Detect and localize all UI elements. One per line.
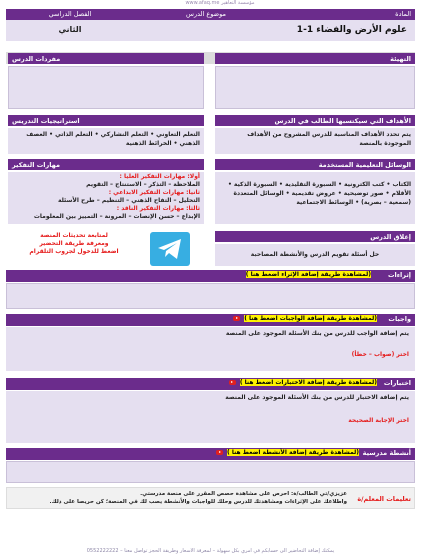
skills-l3-title: ثالثا: مهارات التفكير الناقد : bbox=[116, 205, 200, 212]
goals-text: يتم تحدد الأهداف المناسبة للدرس المشروح من الأهداف الموجودة بالمنصة bbox=[215, 128, 415, 154]
homework-text: يتم إضافة الواجب للدرس من بنك الأسئلة الموجود على المنصة bbox=[225, 330, 409, 337]
enrichment-label: إثراءات bbox=[387, 271, 411, 279]
subject-value: علوم الأرض والفضاء 1-1 bbox=[296, 25, 407, 35]
skills-l3-text: الإبداع – حسن الإنصات – المرونة – التمييز بين المعلومات bbox=[33, 213, 200, 220]
tests-label: اختبارات bbox=[383, 379, 411, 387]
skills-l1-title: أولا: مهارات التفكير العليا : bbox=[119, 173, 200, 180]
strategies-label: استراتيجيات التدريس bbox=[8, 115, 204, 126]
closing-text: حل أسئلة تقويم الدرس والأنشطة المصاحبة bbox=[215, 244, 415, 266]
notes-line-1: عزيزي/تي الطالب/ة: احرص على مشاهدة حصص المقرر على منصة مدرستي. bbox=[140, 491, 347, 497]
homework-content bbox=[6, 327, 415, 371]
intro-label: التهيئة bbox=[215, 53, 415, 64]
goals-label: الأهداف التي سيكتسبها الطالب في الدرس bbox=[215, 115, 415, 126]
activities-content bbox=[6, 461, 415, 483]
homework-link-text[interactable]: (لمشاهدة طريقة إضافة الواجبات اضغط هنا ) bbox=[244, 315, 377, 322]
tests-answer: اختر الإجابة الصحيحة bbox=[348, 417, 409, 424]
enrichment-link[interactable] bbox=[151, 271, 371, 281]
semester-label: الفصل الدراسي bbox=[48, 10, 92, 18]
skills-l2-text: التحليل – التفاح الذهني – التنظيم – طرح الأسئلة bbox=[57, 197, 200, 204]
skills-content bbox=[8, 172, 204, 224]
homework-label: واجبات bbox=[388, 315, 411, 323]
vocab-content bbox=[8, 66, 204, 109]
homework-link[interactable] bbox=[137, 315, 377, 325]
telegram-caption-3: اضغط للدخول لجروب التلقرام bbox=[29, 248, 119, 255]
header-table bbox=[6, 9, 415, 41]
top-watermark: www.afaq.me مؤسسة التعاهير bbox=[185, 0, 255, 6]
media-text: الكتاب • كتب الكترونية • السبورة التقليدية • السبورة الذكية • الأقلام • صور توضيحية • عروض تقديمية • الوسائل المتعددة (سمعية – بصرية) • الوسائط الاجتماعية bbox=[215, 172, 415, 224]
telegram-icon[interactable] bbox=[150, 232, 190, 266]
strategies-text: التعلم التعاوني • التعلم النشاركي • التعلم الذاتي • العصف الذهني • الخرائط الذهنية bbox=[8, 128, 204, 154]
skills-l2-title: ثانيا: مهارات التفكير الابداعي : bbox=[108, 189, 200, 196]
play-icon[interactable] bbox=[216, 450, 223, 455]
tests-link-text[interactable]: (لمشاهدة طريقة إضافة الاختبارات اضغط هنا ) bbox=[239, 379, 377, 386]
semester-value: الثاني bbox=[58, 25, 82, 34]
intro-content bbox=[215, 66, 415, 109]
notes-line-2: واطلاعك على الإثراءات ومشاهدتك للدرس وحلك للواجبات والأنشطة يصب لك في المنصة؛ كن حريصا على ذلك. bbox=[49, 499, 347, 505]
skills-label: مهارات التفكير bbox=[8, 159, 204, 170]
vocab-label: مفردات الدرس bbox=[8, 53, 204, 64]
telegram-captions bbox=[10, 232, 138, 266]
media-label: الوسائل التعليمية المستخدمة bbox=[215, 159, 415, 170]
notes-label: تعليمات المعلم/ة bbox=[357, 495, 411, 503]
enrichment-content bbox=[6, 283, 415, 309]
activities-link-text[interactable]: (لمشاهدة طريقة إضافة الأنشطة اضغط هنا ) bbox=[227, 449, 359, 456]
telegram-caption-1: لمتابعة تحديثات المنصة bbox=[40, 232, 108, 239]
closing-label: إغلاق الدرس bbox=[215, 231, 415, 242]
topic-label: موضوع الدرس bbox=[186, 10, 226, 18]
telegram-link[interactable] bbox=[8, 230, 204, 268]
homework-answer: اختر (صواب – خطأ) bbox=[351, 351, 409, 358]
notes-text bbox=[17, 490, 347, 508]
activities-link[interactable] bbox=[119, 449, 359, 459]
topic-value bbox=[146, 25, 266, 37]
play-icon[interactable] bbox=[233, 316, 240, 321]
enrichment-link-text[interactable]: (لمشاهدة طريقة إضافة الإثراء اضغط هنا ) bbox=[245, 271, 371, 278]
activities-label: أنشطة مدرسية bbox=[362, 449, 411, 457]
footer-note: يمكنك إضافة التحاضير الى حسابكم في أمري بكل سهولة – لمعرفة الأسعار وطريقة الحجز تواصل معنا – 0552222222 bbox=[86, 548, 335, 554]
play-icon[interactable] bbox=[229, 380, 236, 385]
telegram-caption-2: ومعرفة طريقة التحضير bbox=[39, 240, 109, 247]
subject-label: المادة bbox=[395, 10, 411, 18]
tests-content bbox=[6, 391, 415, 443]
skills-l1-text: الملاحظة – التذكر – الاستنتاج – التقويم bbox=[86, 181, 200, 188]
tests-link[interactable] bbox=[137, 379, 377, 389]
tests-text: يتم إضافة الاختبار للدرس من بنك الأسئلة الموجود على المنصة bbox=[225, 394, 409, 401]
